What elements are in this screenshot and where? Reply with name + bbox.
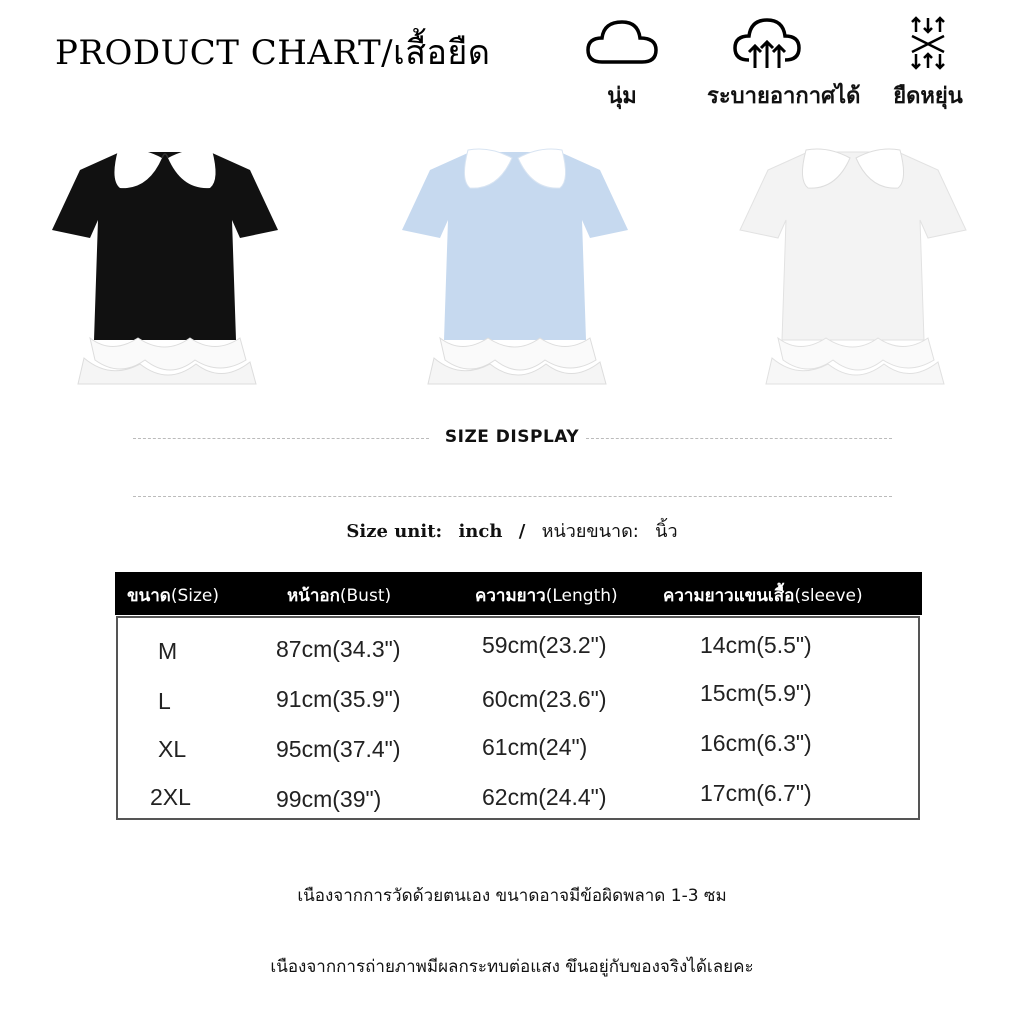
blue-shirt-image — [400, 140, 630, 390]
header-length — [475, 582, 618, 609]
header-sleeve-en: (sleeve) — [794, 586, 863, 606]
cell-bust: 99cm(39") — [276, 786, 382, 812]
breathable-cloud-icon — [727, 12, 807, 72]
unit-value: inch — [458, 521, 503, 542]
divider-bottom — [133, 496, 892, 497]
note-measurement: เนืองจากการวัดด้วยตนเอง ขนาดอาจมีข้อผิดพลาด 1-3 ซม — [297, 886, 727, 906]
white-shirt-image — [738, 140, 968, 390]
cell-size: XL — [158, 736, 187, 762]
header-length-en: (Length) — [545, 586, 618, 606]
header-size — [127, 582, 219, 609]
header-sleeve — [663, 582, 863, 609]
feature-breathable — [707, 12, 861, 113]
header-length-th: ความยาว — [475, 586, 546, 606]
unit-value-th: นิ้ว — [655, 521, 678, 542]
product-white-shirt — [738, 140, 968, 390]
unit-label: Size unit: — [346, 521, 443, 542]
feature-soft-label: นุ่ม — [607, 84, 637, 109]
unit-label-th: หน่วยขนาด: — [541, 521, 639, 542]
cell-bust: 91cm(35.9") — [276, 686, 401, 712]
feature-breathable-label: ระบายอากาศได้ — [707, 84, 861, 109]
feature-stretch-label: ยืดหยุ่น — [893, 84, 963, 109]
size-display-label: SIZE DISPLAY — [444, 427, 580, 447]
product-black-shirt — [50, 140, 280, 390]
header-bust — [287, 582, 391, 609]
cell-size: 2XL — [150, 784, 191, 810]
cell-length: 62cm(24.4") — [482, 784, 607, 810]
note-lighting: เนืองจากการถ่ายภาพมีผลกระทบต่อแสง ขึนอยู่กับของจริงได้เลยคะ — [270, 957, 754, 977]
header-size-en: (Size) — [170, 586, 219, 606]
header-bust-en: (Bust) — [339, 586, 392, 606]
feature-stretch — [868, 12, 988, 113]
feature-soft — [562, 12, 682, 113]
header-bust-th: หน้าอก — [287, 586, 340, 606]
size-table-body — [116, 616, 920, 820]
cell-size: L — [158, 688, 171, 714]
cell-length: 60cm(23.6") — [482, 686, 607, 712]
cell-length: 61cm(24") — [482, 734, 588, 760]
header-size-th: ขนาด — [127, 586, 171, 606]
stretch-icon — [898, 12, 958, 72]
cell-sleeve: 17cm(6.7") — [700, 780, 812, 806]
cell-sleeve: 15cm(5.9") — [700, 680, 812, 706]
cell-size: M — [158, 638, 178, 664]
cell-sleeve: 16cm(6.3") — [700, 730, 812, 756]
cloud-icon — [582, 12, 662, 72]
cell-bust: 87cm(34.3") — [276, 636, 401, 662]
header-sleeve-th: ความยาวแขนเสื้อ — [663, 586, 795, 606]
unit-separator: / — [518, 521, 526, 542]
cell-bust: 95cm(37.4") — [276, 736, 401, 762]
black-shirt-image — [50, 140, 280, 390]
size-table-header — [115, 572, 922, 615]
cell-sleeve: 14cm(5.5") — [700, 632, 812, 658]
page-title: PRODUCT CHART/เสื้อยืด — [55, 33, 491, 73]
product-blue-shirt — [400, 140, 630, 390]
size-unit-line — [0, 516, 1024, 545]
cell-length: 59cm(23.2") — [482, 632, 607, 658]
